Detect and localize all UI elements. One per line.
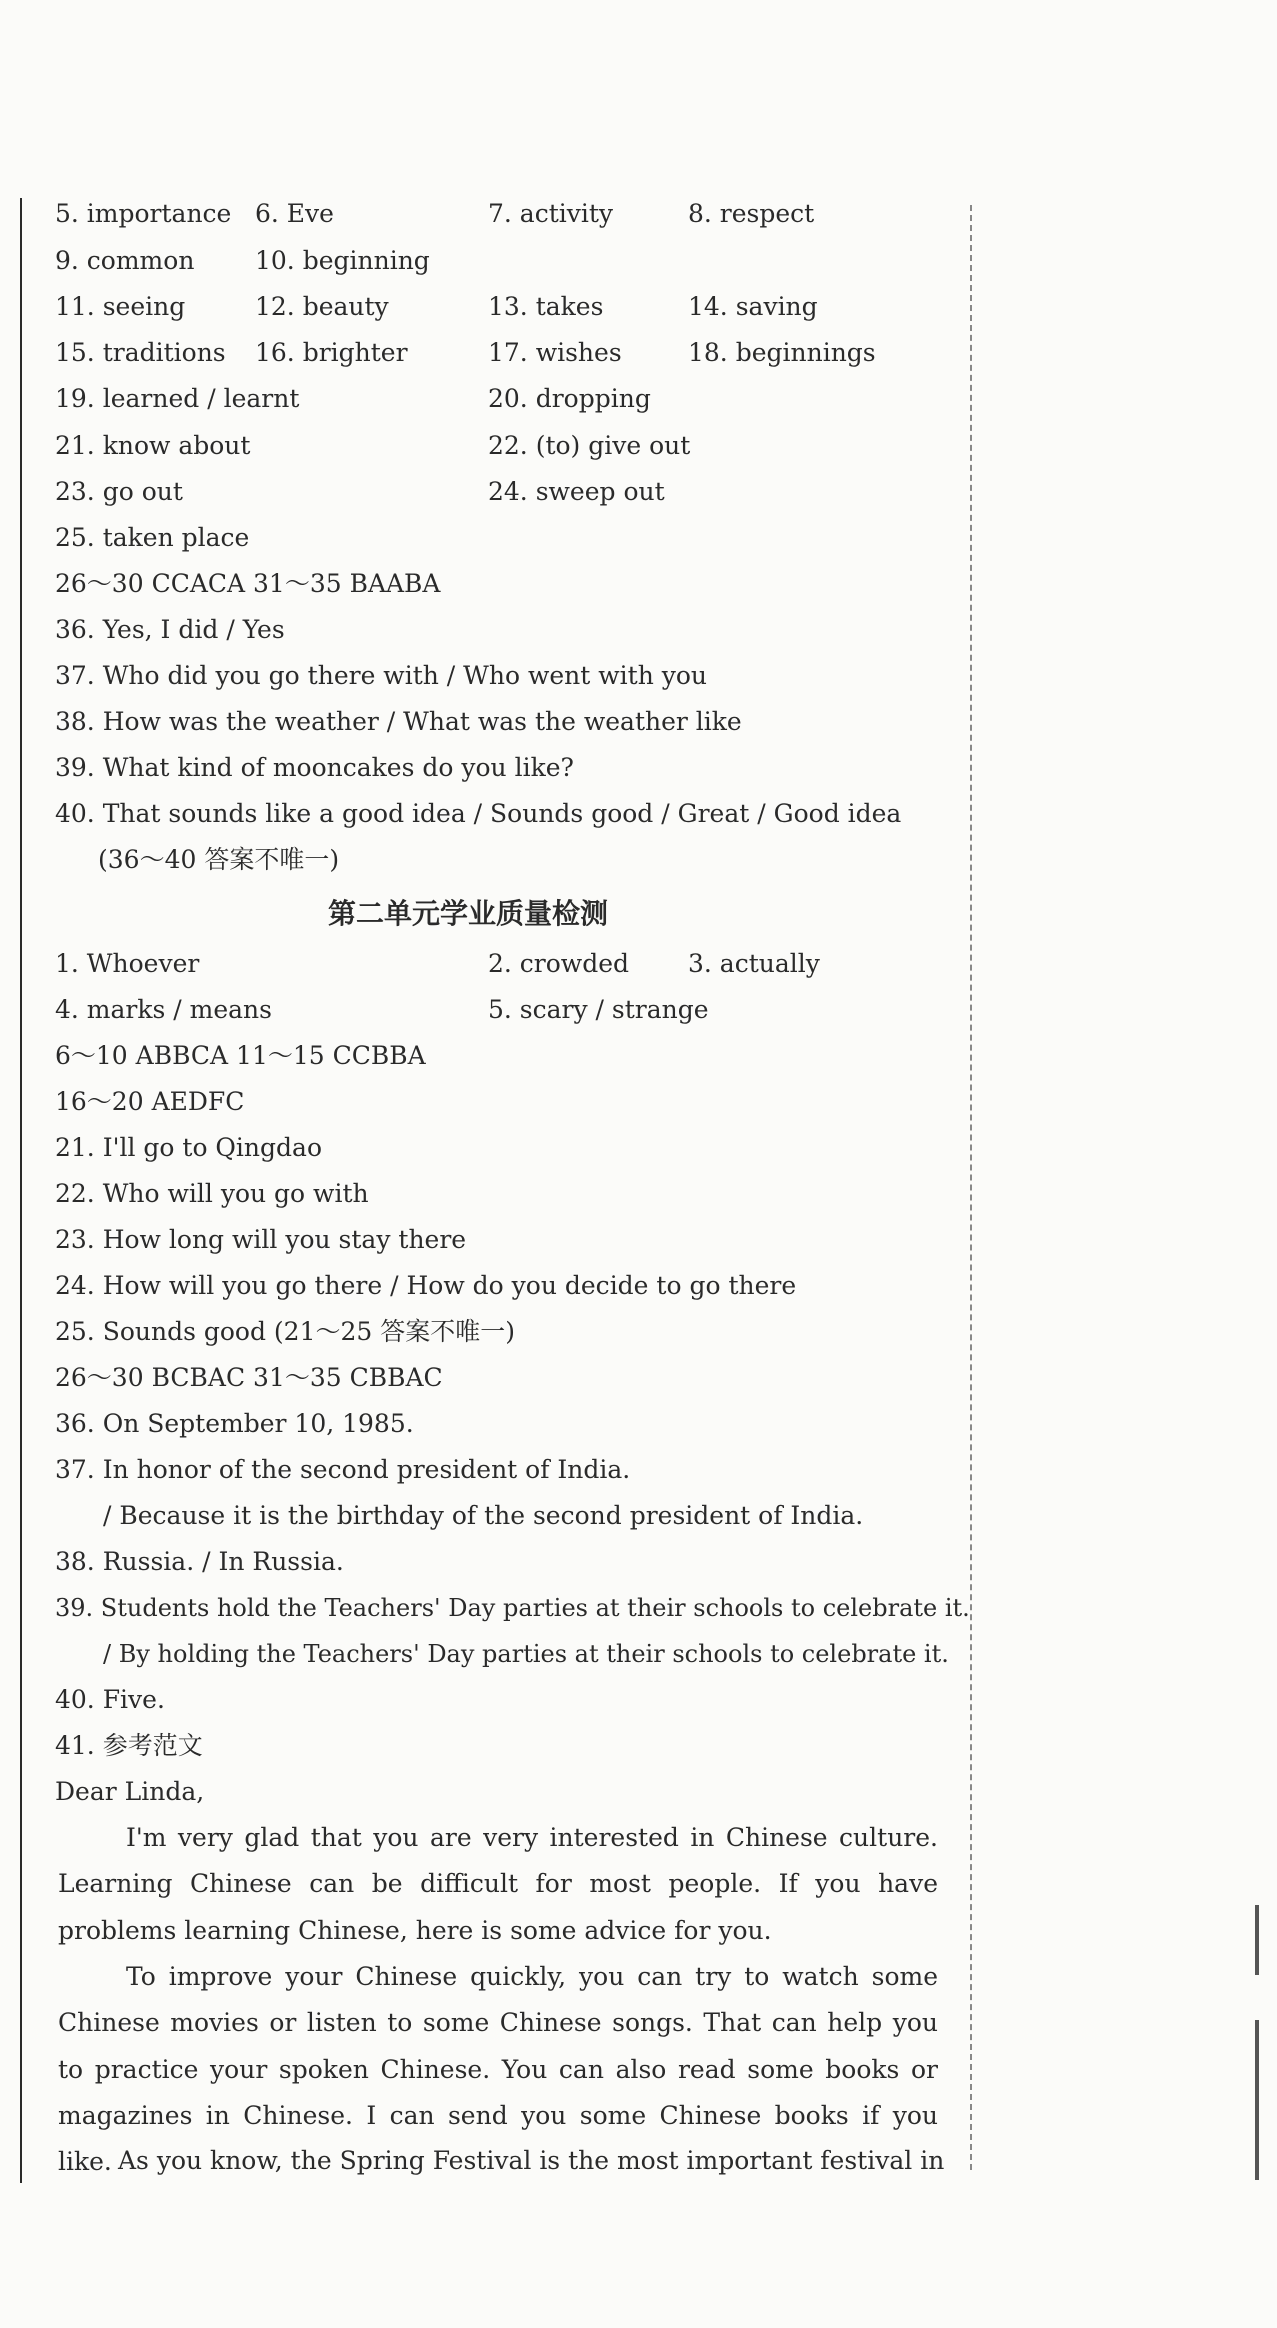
- answer-line: 26～30 BCBAC 31～35 CBBAC: [55, 1363, 443, 1392]
- answer-line: 39. Students hold the Teachers' Day parties at their schools to celebrate it.: [55, 1594, 970, 1622]
- essay-paragraph: I'm very glad that you are very interested in Chinese culture. Learning Chinese can be difficult for most people. If you have problems learning Chinese, here is some advice for you.: [58, 1823, 938, 1945]
- answer-item: 4. marks / means: [55, 995, 272, 1024]
- answer-line: 40. Five.: [55, 1685, 165, 1714]
- answer-line: 41. 参考范文: [55, 1731, 203, 1760]
- answer-item: 17. wishes: [488, 338, 622, 367]
- answer-line: 38. How was the weather / What was the weather like: [55, 707, 742, 736]
- letter-salutation: Dear Linda,: [55, 1777, 205, 1806]
- answer-line: 36. On September 10, 1985.: [55, 1409, 414, 1438]
- answer-item: 12. beauty: [255, 292, 389, 321]
- dashed-cut-line: [970, 205, 972, 2170]
- answer-item: 14. saving: [688, 292, 818, 321]
- answer-item: 1. Whoever: [55, 949, 200, 978]
- answer-line: / Because it is the birthday of the second president of India.: [103, 1501, 864, 1530]
- answer-item: 5. importance: [55, 199, 232, 228]
- answer-line: 6～10 ABBCA 11～15 CCBBA: [55, 1041, 426, 1070]
- answer-line: 37. Who did you go there with / Who went with you: [55, 661, 708, 690]
- scan-edge-mark: [1255, 2020, 1259, 2180]
- answer-line: 36. Yes, I did / Yes: [55, 615, 285, 644]
- answer-item: 22. (to) give out: [488, 431, 691, 460]
- answer-note: (36～40 答案不唯一): [98, 845, 340, 874]
- answer-line: / By holding the Teachers' Day parties at their schools to celebrate it.: [103, 1640, 949, 1668]
- answer-line: 39. What kind of mooncakes do you like?: [55, 753, 574, 782]
- answer-item: 3. actually: [688, 949, 820, 978]
- answer-item: 5. scary / strange: [488, 995, 709, 1024]
- answer-line: 26～30 CCACA 31～35 BAABA: [55, 569, 441, 598]
- answer-item: 10. beginning: [255, 246, 430, 275]
- answer-line: 40. That sounds like a good idea / Sounds good / Great / Good idea: [55, 799, 902, 828]
- essay-paragraph: As you know, the Spring Festival is the most important festival in: [118, 2146, 945, 2175]
- answer-line: 23. How long will you stay there: [55, 1225, 467, 1254]
- answer-item: 18. beginnings: [688, 338, 876, 367]
- answer-line: 21. I'll go to Qingdao: [55, 1133, 322, 1162]
- answer-item: 19. learned / learnt: [55, 384, 300, 413]
- answer-line: 24. How will you go there / How do you decide to go there: [55, 1271, 797, 1300]
- answer-item: 24. sweep out: [488, 477, 665, 506]
- answer-item: 8. respect: [688, 199, 815, 228]
- answer-line: 25. taken place: [55, 523, 250, 552]
- answer-line: 37. In honor of the second president of India.: [55, 1455, 631, 1484]
- answer-item: 6. Eve: [255, 199, 334, 228]
- answer-item: 23. go out: [55, 477, 183, 506]
- scan-edge-mark: [1255, 1905, 1259, 1975]
- answer-item: 7. activity: [488, 199, 614, 228]
- answer-item: 9. common: [55, 246, 195, 275]
- left-margin-rule: [20, 198, 22, 2183]
- answer-item: 15. traditions: [55, 338, 226, 367]
- answer-item: 11. seeing: [55, 292, 186, 321]
- answer-item: 16. brighter: [255, 338, 408, 367]
- answer-line: 16～20 AEDFC: [55, 1087, 245, 1116]
- answer-line: 25. Sounds good (21～25 答案不唯一): [55, 1317, 515, 1346]
- answer-item: 21. know about: [55, 431, 251, 460]
- answer-item: 13. takes: [488, 292, 604, 321]
- essay-paragraph: To improve your Chinese quickly, you can try to watch some Chinese movies or listen to some Chinese songs. That can help you to practice your spoken Chinese. You can also read some books or magazines in Chinese. I can send you some Chinese books if you like.: [58, 1962, 938, 2177]
- answer-item: 20. dropping: [488, 384, 651, 413]
- answer-item: 2. crowded: [488, 949, 630, 978]
- answer-line: 38. Russia. / In Russia.: [55, 1547, 344, 1576]
- answer-line: 22. Who will you go with: [55, 1179, 369, 1208]
- section-heading: 第二单元学业质量检测: [328, 897, 609, 930]
